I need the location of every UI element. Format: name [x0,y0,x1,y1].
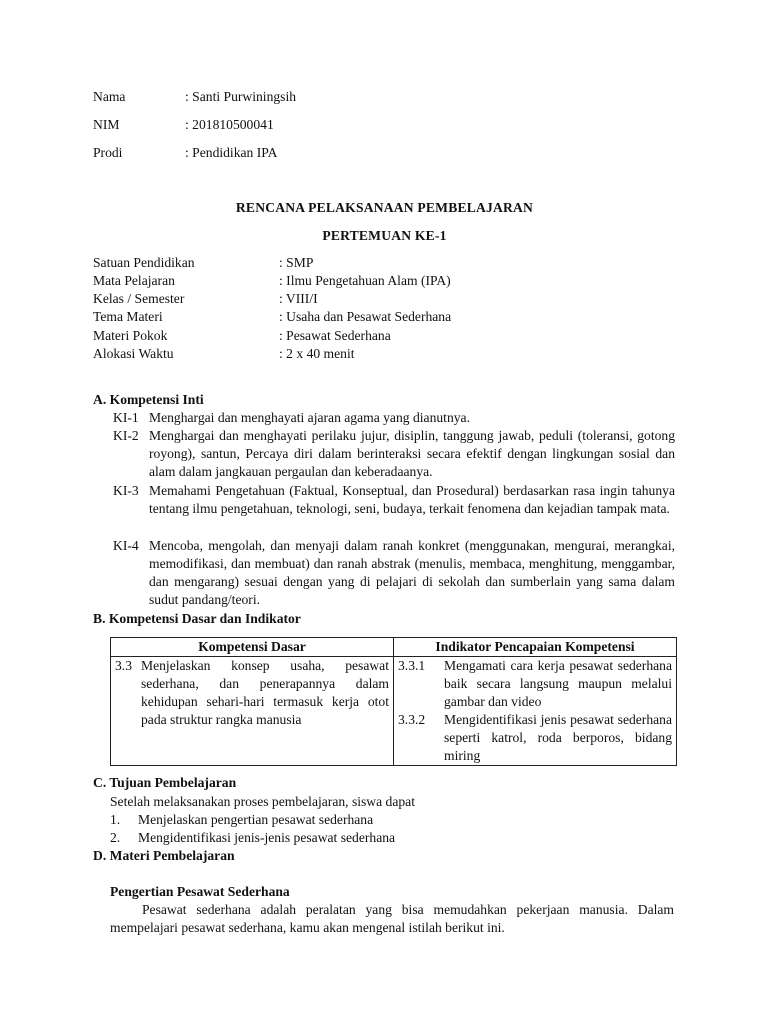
list-item [110,829,395,847]
ki-code: KI-4 [113,538,139,553]
prodi-label: Prodi [93,145,123,160]
ki-text: Memahami Pengetahuan (Faktual, Konseptual, dan Prosedural) berdasarkan rasa ingin tahunya tentang ilmu pengetahuan, teknologi, seni, budaya, terkait fenomena dan kejadian tampak mata. [149,483,675,516]
kd-item [115,657,389,729]
ki-item [113,427,675,481]
section-b-heading: B. Kompetensi Dasar dan Indikator [93,611,301,626]
meta-value: : Usaha dan Pesawat Sederhana [279,309,452,324]
indicator-item [398,657,672,711]
indicator-text: Mengidentifikasi jenis pesawat sederhana seperti katrol, roda berporos, bidang miring [444,712,672,763]
list-text: Menjelaskan pengertian pesawat sederhana [138,812,374,827]
ki-item [113,537,675,609]
ki-text: Menghargai dan menghayati perilaku jujur, disiplin, tanggung jawab, peduli (toleransi, gotong royong), santun, Percaya diri dalam berinteraksi secara efektif dengan lingkungan sosial dan alam dalam jangkauan pergaulan dan keberadaanya. [149,428,675,479]
list-number: 2. [110,830,121,845]
meta-row [93,272,451,290]
section-a-heading: A. Kompetensi Inti [93,392,204,407]
meta-label: Materi Pokok [93,328,168,343]
meta-value: : VIII/I [279,291,318,306]
section-d-paragraph: Pesawat sederhana adalah peralatan yang bisa memudahkan pekerjaan manusia. Dalam mempelajari pesawat sederhana, kamu akan mengenal istilah berikut ini. [110,902,674,935]
nama-label: Nama [93,89,126,104]
ki-code: KI-2 [113,428,139,443]
meta-label: Kelas / Semester [93,291,185,306]
section-d-heading: D. Materi Pembelajaran [93,848,235,863]
meta-value: : SMP [279,255,314,270]
section-c-intro: Setelah melaksanakan proses pembelajaran, siswa dapat [110,794,415,809]
indicator-number: 3.3.2 [398,712,426,727]
ki-item [113,409,675,427]
meta-label: Mata Pelajaran [93,273,175,288]
kd-number: 3.3 [115,658,132,673]
meta-row [93,290,318,308]
meta-row [93,327,391,345]
section-c-heading: C. Tujuan Pembelajaran [93,775,237,790]
kd-indicator-table [110,637,677,766]
identity-nama-row [93,88,296,106]
meta-value: : 2 x 40 menit [279,346,355,361]
indicator-item [398,711,672,765]
indicator-text: Mengamati cara kerja pesawat sederhana baik secara langsung maupun melalui gambar dan video [444,658,672,709]
meta-label: Tema Materi [93,309,163,324]
list-number: 1. [110,812,121,827]
meta-label: Alokasi Waktu [93,346,174,361]
identity-nim-row [93,116,274,134]
ki-code: KI-1 [113,410,139,425]
indicator-cell [394,657,677,766]
nim-label: NIM [93,117,120,132]
ki-code: KI-3 [113,483,139,498]
meta-label: Satuan Pendidikan [93,255,195,270]
ki-text: Mencoba, mengolah, dan menyaji dalam ranah konkret (menggunakan, mengurai, merangkai, memodifikasi, dan membuat) dan ranah abstrak (menulis, membaca, menghitung, menggambar, dan mengarang) sesuai dengan yang di pelajari di sekolah dan sumberlain yang sama dalam sudut pandang/teori. [149,538,675,607]
meta-value: : Ilmu Pengetahuan Alam (IPA) [279,273,451,288]
meta-row [93,254,313,272]
kd-text: Menjelaskan konsep usaha, pesawat sederhana, dan penerapannya dalam kehidupan sehari-hari termasuk kerja otot pada struktur rangka manusia [141,658,389,727]
meta-value: : Pesawat Sederhana [279,328,391,343]
indicator-column-header: Indikator Pencapaian Kompetensi [394,638,677,657]
document-subtitle: PERTEMUAN KE-1 [322,228,447,243]
meta-row [93,308,451,326]
meta-row [93,345,355,363]
kd-cell [111,657,394,766]
list-item [110,811,373,829]
identity-prodi-row [93,144,277,162]
ki-item [113,482,675,518]
table-header-row [111,638,677,657]
list-text: Mengidentifikasi jenis-jenis pesawat sederhana [138,830,396,845]
kd-column-header: Kompetensi Dasar [111,638,394,657]
indicator-number: 3.3.1 [398,658,426,673]
document-title: RENCANA PELAKSANAAN PEMBELAJARAN [235,200,534,215]
ki-text: Menghargai dan menghayati ajaran agama yang dianutnya. [149,410,470,425]
prodi-value: : Pendidikan IPA [185,145,278,160]
nama-value: : Santi Purwiningsih [185,89,297,104]
nim-value: : 201810500041 [185,117,274,132]
section-d-subheading: Pengertian Pesawat Sederhana [110,884,290,899]
table-row [111,657,677,766]
